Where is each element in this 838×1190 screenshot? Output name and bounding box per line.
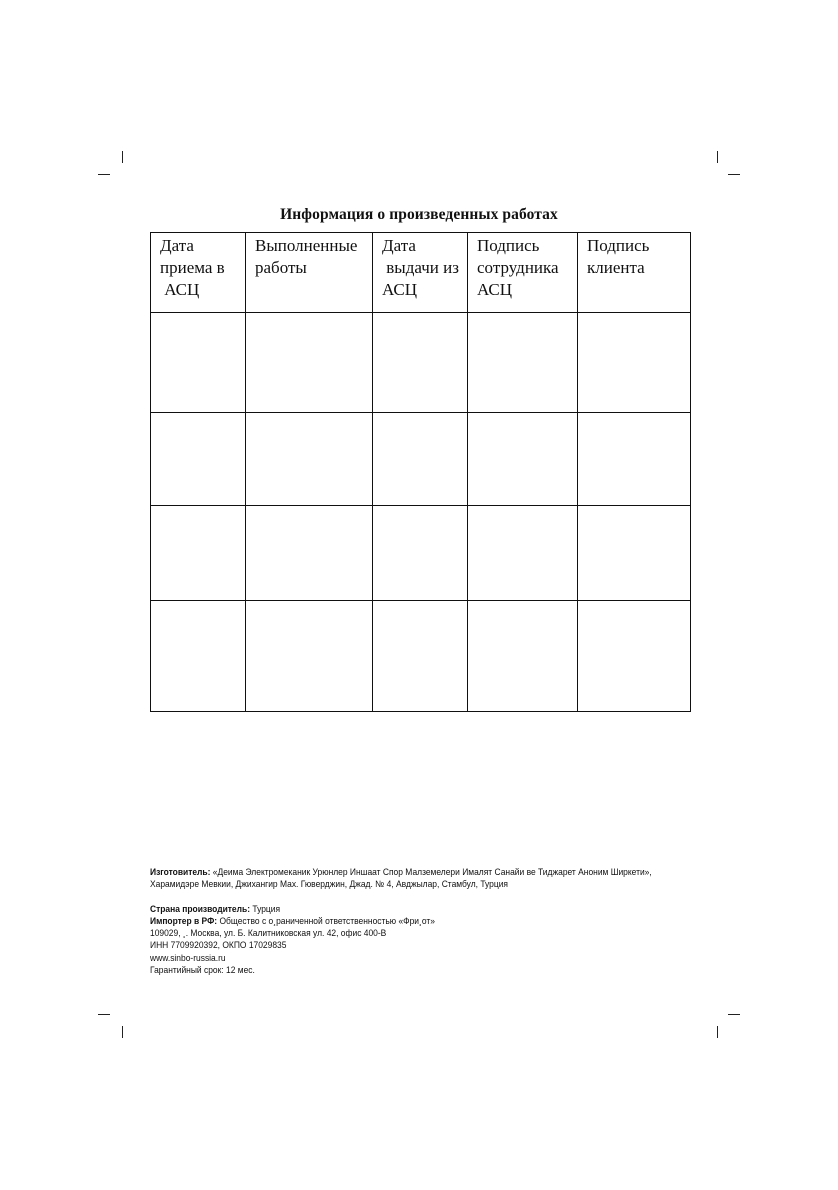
country-text: Турция [252, 903, 281, 914]
table-cell[interactable] [373, 506, 468, 601]
header-line: Подпись [587, 236, 650, 255]
table-cell[interactable] [246, 313, 373, 413]
header-line: Подпись [477, 236, 540, 255]
header-date-received [151, 233, 246, 313]
country-line [150, 903, 665, 915]
header-line: АСЦ [160, 280, 200, 299]
table-cell[interactable] [468, 506, 578, 601]
crop-mark-top-left-horizontal [98, 174, 110, 175]
website-link[interactable]: www.sinbo-russia.ru [150, 952, 226, 963]
table-row [151, 413, 691, 506]
crop-mark-bottom-left-horizontal [98, 1014, 110, 1015]
manufacturer-line [150, 866, 665, 891]
manufacturer-text: «Деима Электромеканик Урюнлер Иншаат Спор Малземелери Ималят Санайи ве Тиджарет Аноним Ширкети», Харамидэре Мевкии, Джихангир Мах. Гюверджин, Джад. № 4, Авджылар, Стамбул, Турция [150, 867, 652, 890]
header-line: сотрудника [477, 258, 559, 277]
importer-address: 109029, ¸. Москва, ул. Б. Калитниковская ул. 42, офис 400-В [150, 928, 387, 939]
header-line: АСЦ [382, 280, 418, 299]
header-employee-signature [468, 233, 578, 313]
table-cell[interactable] [151, 601, 246, 712]
table-cell[interactable] [373, 601, 468, 712]
table-cell[interactable] [468, 413, 578, 506]
header-line: работы [255, 258, 307, 277]
table-cell[interactable] [151, 313, 246, 413]
header-line: Выполненные [255, 236, 358, 255]
header-line: Дата [160, 236, 194, 255]
crop-mark-top-right-horizontal [728, 174, 740, 175]
header-line: АСЦ [477, 280, 513, 299]
header-date-issued [373, 233, 468, 313]
table-cell[interactable] [578, 313, 691, 413]
importer-label: Импортер в РФ: [150, 915, 218, 926]
table-cell[interactable] [373, 413, 468, 506]
header-line: приема в [160, 258, 225, 277]
table-cell[interactable] [151, 506, 246, 601]
crop-mark-bottom-right-vertical [717, 1026, 718, 1038]
header-line: клиента [587, 258, 645, 277]
importer-line [150, 915, 665, 927]
table-cell[interactable] [468, 601, 578, 712]
header-work-performed [246, 233, 373, 313]
table-row [151, 313, 691, 413]
table-header-row [151, 233, 691, 313]
crop-mark-bottom-right-horizontal [728, 1014, 740, 1015]
crop-mark-top-left-vertical [122, 151, 123, 163]
table-cell[interactable] [578, 601, 691, 712]
table-cell[interactable] [373, 313, 468, 413]
table-cell[interactable] [246, 601, 373, 712]
header-client-signature [578, 233, 691, 313]
table-cell[interactable] [468, 313, 578, 413]
works-table [150, 232, 691, 712]
table-row [151, 601, 691, 712]
importer-codes: ИНН 7709920392, ОКПО 17029835 [150, 940, 287, 951]
page-title: Информация о произведенных работах [280, 206, 558, 223]
header-line: Дата [382, 236, 416, 255]
manufacturer-info [150, 866, 665, 976]
table-cell[interactable] [578, 506, 691, 601]
table-cell[interactable] [578, 413, 691, 506]
table-row [151, 506, 691, 601]
header-line: выдачи из [382, 258, 459, 277]
table-cell[interactable] [246, 413, 373, 506]
crop-mark-bottom-left-vertical [122, 1026, 123, 1038]
table-cell[interactable] [151, 413, 246, 506]
warranty-text: Гарантийный срок: 12 мес. [150, 965, 255, 976]
country-label: Страна производитель: [150, 903, 251, 914]
table-cell[interactable] [246, 506, 373, 601]
crop-mark-top-right-vertical [717, 151, 718, 163]
manufacturer-label: Изготовитель: [150, 867, 211, 877]
importer-text: Общество с о¸раниченной ответственностью «Фри¸от» [219, 915, 435, 926]
